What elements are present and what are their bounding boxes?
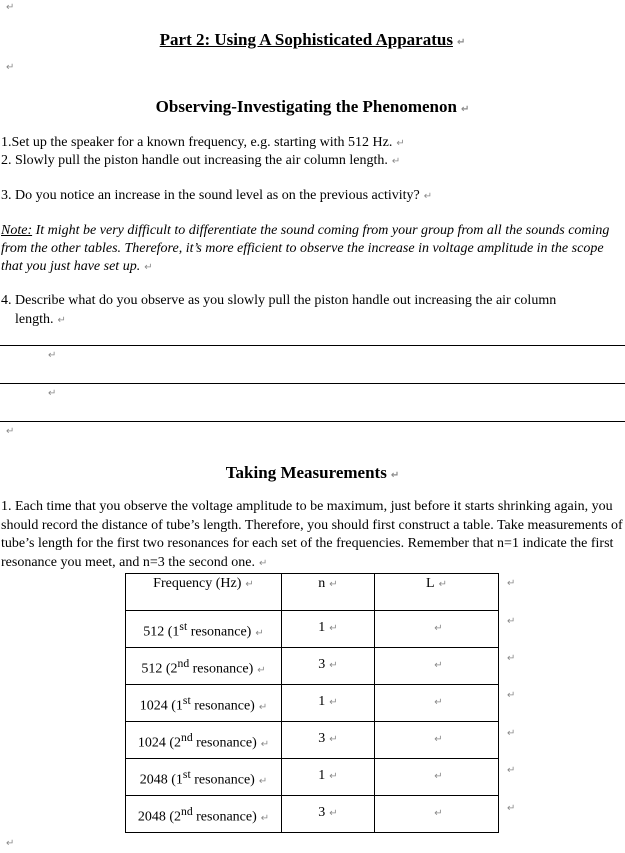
n-value: 3 [318, 657, 326, 672]
row-end-mark: ↵ [507, 653, 516, 664]
ordinal-suffix: nd [180, 805, 193, 818]
paragraph-mark: ↵ [245, 579, 254, 590]
step-3-text: 3. Do you notice an increase in the sound level as on the previous activity? [1, 188, 420, 203]
answer-line [0, 383, 625, 384]
header-L [375, 574, 499, 611]
paragraph-mark: ↵ [260, 738, 270, 750]
table-row [126, 611, 499, 648]
cell-n [282, 796, 375, 833]
cell-frequency: 1024 (2nd resonance) ↵ [126, 722, 282, 759]
paragraph-mark: ↵ [423, 191, 433, 202]
paragraph-mark: ↵ [434, 623, 443, 634]
row-end-mark: ↵ [507, 578, 516, 589]
ordinal-suffix: st [182, 768, 191, 781]
paragraph-mark: ↵ [434, 808, 443, 819]
resonance-ordinal: 1 [172, 624, 180, 640]
paragraph-mark: ↵ [329, 660, 338, 671]
resonance-ordinal: 2 [173, 735, 181, 751]
resonance-word: resonance [196, 809, 253, 825]
paragraph-mark: ↵ [48, 350, 57, 361]
header-frequency-text: Frequency (Hz) [153, 576, 242, 591]
paragraph-mark: ↵ [6, 838, 15, 849]
resonance-word: resonance [192, 661, 249, 677]
freq-value: 1024 [139, 698, 168, 714]
paragraph-mark: ↵ [329, 734, 338, 745]
step-2-text: 2. Slowly pull the piston handle out increasing the air column length. [1, 153, 388, 168]
header-n [282, 574, 375, 611]
paragraph-mark: ↵ [396, 138, 405, 149]
paragraph-mark: ↵ [257, 664, 266, 676]
paragraph-mark: ↵ [6, 426, 15, 437]
ordinal-suffix: nd [177, 657, 190, 670]
n-value: 3 [318, 731, 326, 746]
table-row [126, 685, 499, 722]
answer-line [0, 345, 625, 346]
n-value: 3 [318, 805, 326, 820]
freq-value: 512 [143, 624, 165, 640]
row-end-mark: ↵ [507, 803, 516, 814]
paragraph-mark: ↵ [434, 771, 443, 782]
paragraph-mark: ↵ [6, 62, 15, 73]
measurement-instructions-text: 1. Each time that you observe the voltage amplitude to be maximum, just before it starts shrinking again, you should record the distance of tube’s length. Therefore, you should first construct a table. Take measurements of tube’s length for the first two resonances for each set of the frequencies. Remember that n=1 indicate the first resonance you meet, and n=3 the second one. [1, 499, 623, 570]
cell-n [282, 685, 375, 722]
row-end-mark: ↵ [507, 765, 516, 776]
resonance-ordinal: 1 [175, 772, 183, 788]
paragraph-mark: ↵ [438, 579, 447, 590]
cell-frequency: 512 (2nd resonance) ↵ [126, 648, 282, 685]
row-end-mark: ↵ [507, 728, 516, 739]
ordinal-suffix: st [179, 620, 188, 633]
resonance-word: resonance [190, 624, 247, 640]
step-2 [1, 151, 400, 171]
paragraph-mark: ↵ [258, 557, 268, 569]
paragraph-mark: ↵ [57, 315, 66, 326]
cell-L[interactable] [375, 648, 499, 685]
cell-L[interactable] [375, 759, 499, 796]
cell-frequency: 2048 (1st resonance) ↵ [126, 759, 282, 796]
header-frequency [126, 574, 282, 611]
freq-value: 512 [141, 661, 163, 677]
table-row [126, 759, 499, 796]
resonance-ordinal: 2 [173, 809, 181, 825]
cell-frequency: 512 (1st resonance) ↵ [126, 611, 282, 648]
paragraph-mark: ↵ [434, 660, 443, 671]
step-4-text: 4. Describe what do you observe as you slowly pull the piston handle out increasing the air column [1, 293, 557, 308]
table-row [126, 796, 499, 833]
note-label: Note: [1, 223, 33, 238]
section-title-measurements [0, 463, 625, 483]
note-text: It might be very difficult to differentiate the sound coming from your group from all the sounds coming from the other tables. Therefore, it’s more efficient to observe the increase in voltage amplitude in the scope that you just have set up. [1, 223, 610, 274]
resonance-word: resonance [194, 698, 251, 714]
step-1-text: 1.Set up the speaker for a known frequency, e.g. starting with 512 Hz. [1, 135, 393, 150]
n-value: 1 [318, 620, 326, 635]
header-n-text: n [318, 576, 326, 591]
resonance-ordinal: 2 [170, 661, 178, 677]
table-header-row [126, 574, 499, 611]
paragraph-mark: ↵ [460, 104, 470, 115]
paragraph-mark: ↵ [258, 701, 268, 713]
section-title-text: Taking Measurements [225, 463, 387, 482]
paragraph-mark: ↵ [390, 470, 400, 481]
n-value: 1 [318, 768, 326, 783]
header-L-text: L [426, 576, 435, 591]
step-4-text-continued: length. [15, 312, 54, 327]
paragraph-mark: ↵ [456, 37, 466, 48]
paragraph-mark: ↵ [434, 697, 443, 708]
freq-value: 2048 [139, 772, 168, 788]
paragraph-mark: ↵ [258, 775, 268, 787]
cell-L[interactable] [375, 796, 499, 833]
section-title-text: Observing-Investigating the Phenomenon [155, 97, 457, 116]
answer-line [0, 421, 625, 422]
paragraph-mark: ↵ [255, 627, 264, 639]
step-3 [1, 186, 432, 206]
part-title [0, 30, 625, 50]
paragraph-mark: ↵ [6, 2, 15, 13]
note-paragraph [1, 222, 621, 277]
part-title-text: Part 2: Using A Sophisticated Apparatus [159, 30, 453, 49]
measurement-instructions [1, 498, 623, 573]
n-value: 1 [318, 694, 326, 709]
resonance-word: resonance [196, 735, 253, 751]
step-4 [1, 291, 556, 310]
measurement-table [125, 573, 499, 833]
paragraph-mark: ↵ [144, 262, 153, 273]
cell-n [282, 722, 375, 759]
freq-value: 2048 [137, 809, 166, 825]
cell-n [282, 611, 375, 648]
cell-L[interactable] [375, 722, 499, 759]
paragraph-mark: ↵ [329, 623, 338, 634]
row-end-mark: ↵ [507, 616, 516, 627]
paragraph-mark: ↵ [329, 579, 338, 590]
step-4-continued [15, 310, 66, 330]
cell-frequency: 1024 (1st resonance) ↵ [126, 685, 282, 722]
section-title-observing [0, 97, 625, 117]
ordinal-suffix: nd [180, 731, 193, 744]
row-end-mark: ↵ [507, 690, 516, 701]
cell-L[interactable] [375, 611, 499, 648]
paragraph-mark: ↵ [48, 388, 57, 399]
cell-frequency: 2048 (2nd resonance) ↵ [126, 796, 282, 833]
cell-n [282, 648, 375, 685]
cell-n [282, 759, 375, 796]
freq-value: 1024 [137, 735, 166, 751]
paragraph-mark: ↵ [260, 812, 270, 824]
step-1 [1, 133, 405, 153]
ordinal-suffix: st [182, 694, 191, 707]
resonance-word: resonance [194, 772, 251, 788]
paragraph-mark: ↵ [329, 771, 338, 782]
paragraph-mark: ↵ [434, 734, 443, 745]
table-row [126, 722, 499, 759]
paragraph-mark: ↵ [329, 808, 338, 819]
paragraph-mark: ↵ [391, 156, 401, 167]
cell-L[interactable] [375, 685, 499, 722]
paragraph-mark: ↵ [329, 697, 338, 708]
resonance-ordinal: 1 [175, 698, 183, 714]
table-row [126, 648, 499, 685]
